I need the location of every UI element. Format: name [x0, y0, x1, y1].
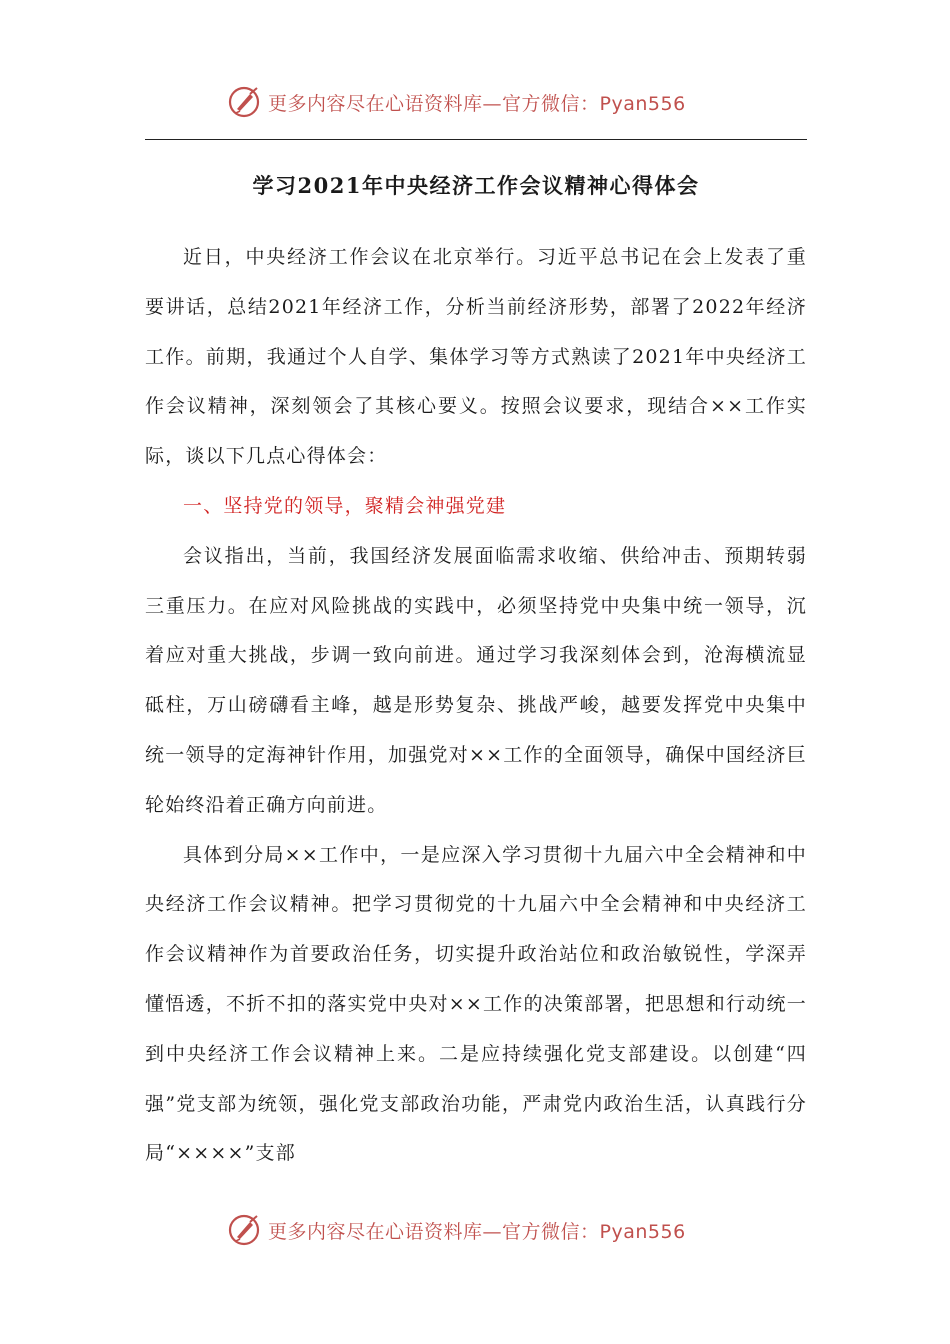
quill-logo-icon	[228, 1213, 262, 1247]
header-watermark	[228, 80, 748, 124]
watermark-id: Pyan556	[599, 92, 686, 115]
body-paragraph: 具体到分局××工作中，一是应深入学习贯彻十九届六中全会精神和中央经济工作会议精神。把学习贯彻党的十九届六中全会精神和中央经济工作会议精神作为首要政治任务，切实提升政治站位和政治敏锐性，学深弄懂悟透，不折不扣的落实党中央对××工作的决策部署，把思想和行动统一到中央经济工作会议精神上来。二是应持续强化党支部建设。以创建“四强”党支部为统领，强化党支部政治功能，严肃党内政治生活，认真践行分局“××××”支部	[145, 843, 807, 1165]
body-paragraph: 会议指出，当前，我国经济发展面临需求收缩、供给冲击、预期转弱三重压力。在应对风险挑战的实践中，必须坚持党中央集中统一领导，沉着应对重大挑战，步调一致向前进。通过学习我深刻体会到，沧海横流显砥柱，万山磅礴看主峰，越是形势复杂、挑战严峻，越要发挥党中央集中统一领导的定海神针作用，加强党对××工作的全面领导，确保中国经济巨轮始终沿着正确方向前进。	[145, 544, 807, 816]
watermark-text: 更多内容尽在心语资料库—官方微信：	[268, 1220, 600, 1243]
document-title: 学习2021年中央经济工作会议精神心得体会	[252, 173, 700, 198]
quill-logo-icon	[228, 85, 262, 119]
document-body	[145, 233, 807, 1179]
section-heading: 一、坚持党的领导，聚精会神强党建	[183, 494, 507, 517]
body-paragraph: 近日，中央经济工作会议在北京举行。习近平总书记在会上发表了重要讲话，总结2021年经济工作，分析当前经济形势，部署了2022年经济工作。前期，我通过个人自学、集体学习等方式熟读了2021年中央经济工作会议精神，深刻领会了其核心要义。按照会议要求，现结合××工作实际，谈以下几点心得体会：	[145, 246, 807, 468]
header-rule	[145, 139, 807, 140]
watermark-text: 更多内容尽在心语资料库—官方微信：	[268, 92, 600, 115]
watermark-id: Pyan556	[599, 1220, 686, 1243]
footer-watermark	[228, 1208, 748, 1252]
